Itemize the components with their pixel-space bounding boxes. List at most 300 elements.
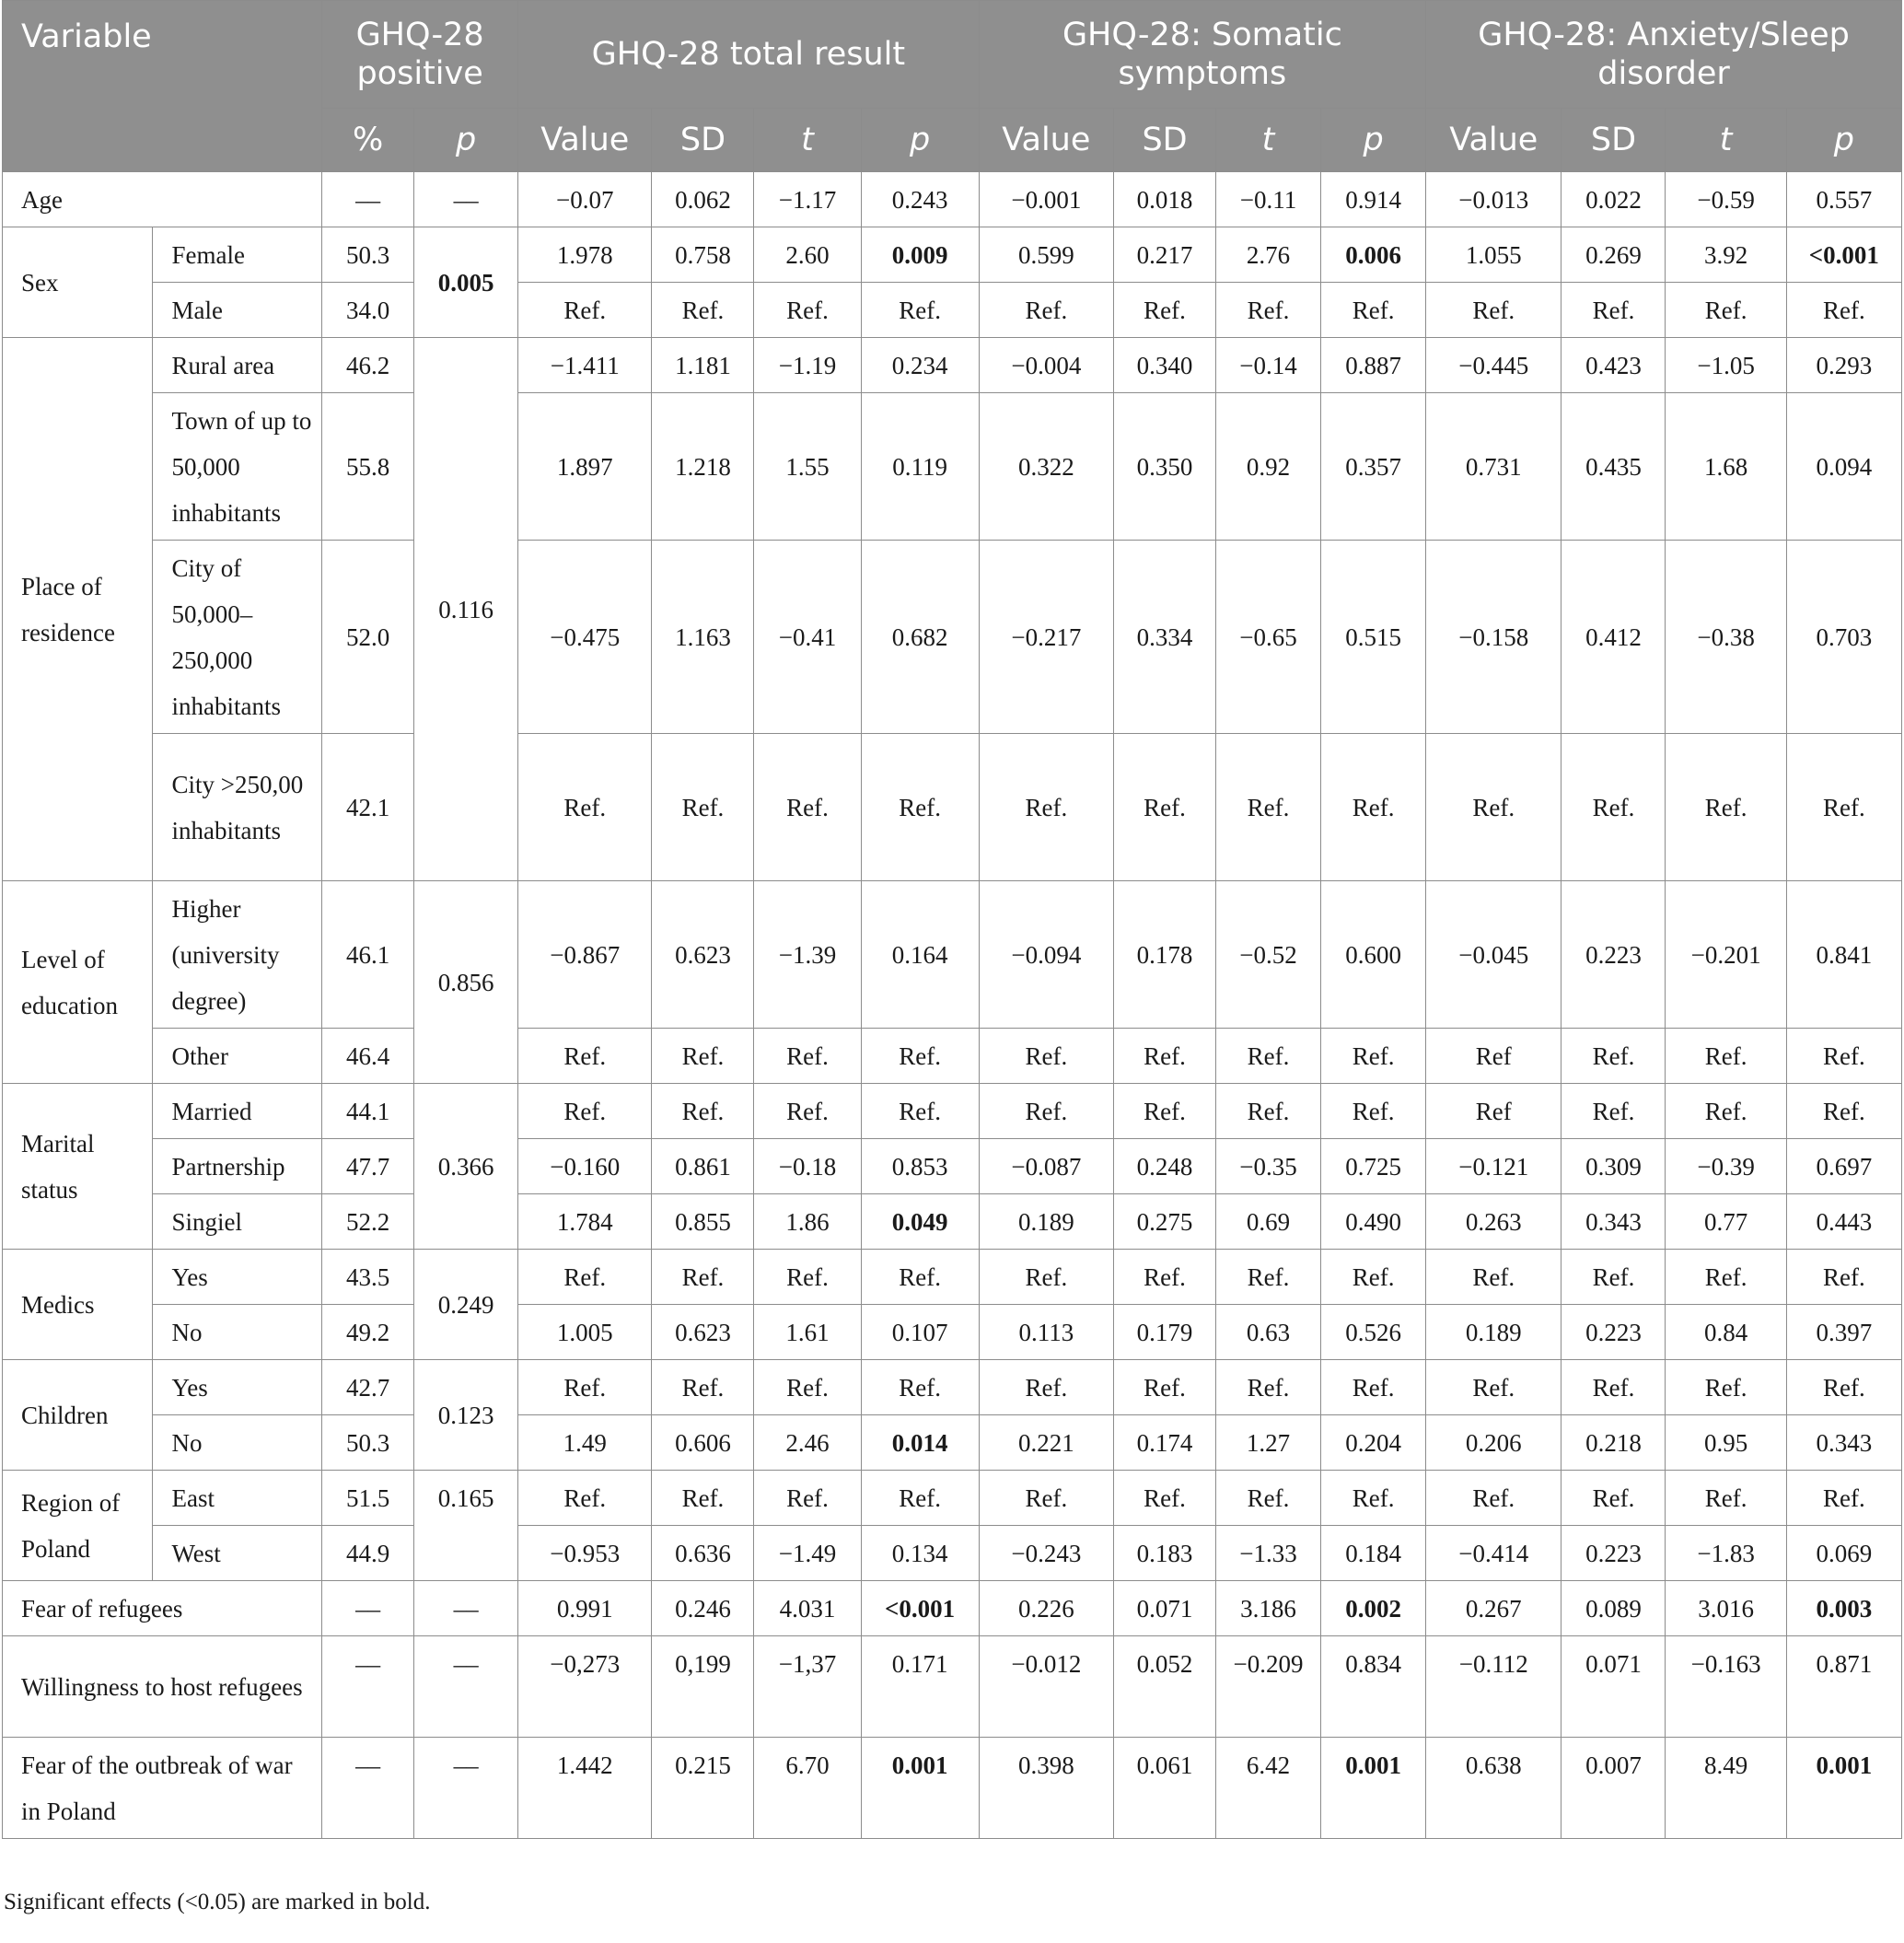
cell-percent: –– bbox=[322, 172, 414, 227]
cell-total-p: 0.171 bbox=[861, 1636, 979, 1738]
cell-total-p: Ref. bbox=[861, 1084, 979, 1139]
table-row bbox=[3, 393, 1902, 541]
table-row bbox=[3, 1084, 1902, 1139]
group-label: Marital status bbox=[3, 1084, 153, 1250]
cell-total-value: Ref. bbox=[518, 283, 652, 338]
cell-anxiety-p: 0.557 bbox=[1786, 172, 1901, 227]
cell-anxiety-sd: 0.223 bbox=[1562, 881, 1666, 1029]
cell-anxiety-t: 1.68 bbox=[1666, 393, 1786, 541]
row-label: Willingness to host refugees bbox=[3, 1636, 322, 1738]
cell-percent: 50.3 bbox=[322, 1415, 414, 1471]
subheader-percent: % bbox=[322, 109, 414, 172]
cell-somatic-p: 0.184 bbox=[1321, 1526, 1426, 1581]
cell-anxiety-sd: 0.309 bbox=[1562, 1139, 1666, 1194]
cell-total-sd: 1.181 bbox=[652, 338, 754, 393]
cell-somatic-p: Ref. bbox=[1321, 734, 1426, 881]
cell-somatic-p: 0.006 bbox=[1321, 227, 1426, 283]
cell-anxiety-t: −0.163 bbox=[1666, 1636, 1786, 1738]
cell-p-positive: 0.165 bbox=[414, 1471, 518, 1581]
cell-percent: 44.1 bbox=[322, 1084, 414, 1139]
table-body bbox=[3, 172, 1902, 1839]
cell-total-p: Ref. bbox=[861, 1250, 979, 1305]
cell-somatic-value: 0.221 bbox=[979, 1415, 1113, 1471]
cell-anxiety-sd: Ref. bbox=[1562, 1084, 1666, 1139]
cell-anxiety-p: 0.001 bbox=[1786, 1738, 1901, 1839]
cell-total-sd: 0,199 bbox=[652, 1636, 754, 1738]
cell-somatic-t: 6.42 bbox=[1216, 1738, 1321, 1839]
cell-somatic-t: −0.35 bbox=[1216, 1139, 1321, 1194]
cell-percent: 52.2 bbox=[322, 1194, 414, 1250]
cell-somatic-sd: 0.052 bbox=[1114, 1636, 1216, 1738]
group-label: Place of residence bbox=[3, 338, 153, 881]
cell-anxiety-t: −0.38 bbox=[1666, 541, 1786, 734]
cell-anxiety-sd: Ref. bbox=[1562, 734, 1666, 881]
cell-somatic-p: 0.887 bbox=[1321, 338, 1426, 393]
cell-somatic-value: Ref. bbox=[979, 734, 1113, 881]
cell-percent: 42.7 bbox=[322, 1360, 414, 1415]
cell-percent: 52.0 bbox=[322, 541, 414, 734]
cell-somatic-value: −0.087 bbox=[979, 1139, 1113, 1194]
cell-anxiety-t: −0.201 bbox=[1666, 881, 1786, 1029]
table-row bbox=[3, 1029, 1902, 1084]
cell-somatic-p: 0.526 bbox=[1321, 1305, 1426, 1360]
cell-total-p: 0.134 bbox=[861, 1526, 979, 1581]
cell-total-sd: Ref. bbox=[652, 734, 754, 881]
cell-total-sd: 0.623 bbox=[652, 1305, 754, 1360]
cell-total-p: Ref. bbox=[861, 734, 979, 881]
cell-total-value: −0.953 bbox=[518, 1526, 652, 1581]
cell-anxiety-sd: Ref. bbox=[1562, 1029, 1666, 1084]
row-label: Partnership bbox=[153, 1139, 322, 1194]
cell-anxiety-t: Ref. bbox=[1666, 1471, 1786, 1526]
cell-total-t: 6.70 bbox=[754, 1738, 861, 1839]
cell-anxiety-t: Ref. bbox=[1666, 1084, 1786, 1139]
cell-p-positive: –– bbox=[414, 1636, 518, 1738]
cell-somatic-t: 0.92 bbox=[1216, 393, 1321, 541]
row-label: Other bbox=[153, 1029, 322, 1084]
cell-anxiety-value: 0.731 bbox=[1426, 393, 1562, 541]
cell-anxiety-sd: 0.223 bbox=[1562, 1526, 1666, 1581]
cell-somatic-p: 0.490 bbox=[1321, 1194, 1426, 1250]
cell-anxiety-value: −0.013 bbox=[1426, 172, 1562, 227]
cell-p-positive: 0.005 bbox=[414, 227, 518, 338]
cell-somatic-value: Ref. bbox=[979, 1250, 1113, 1305]
row-label: Town of up to 50,000 inhabitants bbox=[153, 393, 322, 541]
cell-somatic-sd: 0.334 bbox=[1114, 541, 1216, 734]
table-row bbox=[3, 172, 1902, 227]
cell-p-positive: 0.123 bbox=[414, 1360, 518, 1471]
table-row bbox=[3, 881, 1902, 1029]
cell-anxiety-sd: Ref. bbox=[1562, 1250, 1666, 1305]
cell-somatic-sd: 0.350 bbox=[1114, 393, 1216, 541]
subheader-value: Value bbox=[979, 109, 1113, 172]
cell-anxiety-t: Ref. bbox=[1666, 1250, 1786, 1305]
cell-somatic-sd: 0.061 bbox=[1114, 1738, 1216, 1839]
row-label: No bbox=[153, 1415, 322, 1471]
cell-anxiety-sd: 0.022 bbox=[1562, 172, 1666, 227]
cell-total-t: Ref. bbox=[754, 1471, 861, 1526]
cell-somatic-value: −0.243 bbox=[979, 1526, 1113, 1581]
cell-percent: 46.2 bbox=[322, 338, 414, 393]
cell-somatic-t: Ref. bbox=[1216, 734, 1321, 881]
cell-percent: –– bbox=[322, 1738, 414, 1839]
cell-anxiety-p: 0.841 bbox=[1786, 881, 1901, 1029]
table-row bbox=[3, 1526, 1902, 1581]
cell-somatic-t: Ref. bbox=[1216, 1471, 1321, 1526]
table-header bbox=[3, 1, 1902, 172]
cell-anxiety-value: Ref bbox=[1426, 1029, 1562, 1084]
cell-somatic-t: −0.52 bbox=[1216, 881, 1321, 1029]
cell-total-value: Ref. bbox=[518, 1471, 652, 1526]
table-row bbox=[3, 1471, 1902, 1526]
cell-total-value: 1.005 bbox=[518, 1305, 652, 1360]
cell-anxiety-t: 0.77 bbox=[1666, 1194, 1786, 1250]
cell-somatic-t: 2.76 bbox=[1216, 227, 1321, 283]
cell-somatic-value: 0.599 bbox=[979, 227, 1113, 283]
cell-somatic-value: −0.012 bbox=[979, 1636, 1113, 1738]
row-label: No bbox=[153, 1305, 322, 1360]
results-table-container bbox=[2, 0, 1902, 1839]
cell-somatic-p: 0.002 bbox=[1321, 1581, 1426, 1636]
cell-total-t: Ref. bbox=[754, 1250, 861, 1305]
cell-anxiety-p: <0.001 bbox=[1786, 227, 1901, 283]
table-footnote: Significant effects (<0.05) are marked in bold. bbox=[4, 1890, 431, 1914]
row-label: Married bbox=[153, 1084, 322, 1139]
cell-total-sd: Ref. bbox=[652, 1360, 754, 1415]
cell-anxiety-value: Ref. bbox=[1426, 1471, 1562, 1526]
cell-anxiety-p: Ref. bbox=[1786, 1360, 1901, 1415]
row-label: Male bbox=[153, 283, 322, 338]
cell-total-p: <0.001 bbox=[861, 1581, 979, 1636]
row-label: Higher (university degree) bbox=[153, 881, 322, 1029]
cell-total-t: 2.46 bbox=[754, 1415, 861, 1471]
cell-somatic-t: 0.63 bbox=[1216, 1305, 1321, 1360]
cell-anxiety-p: 0.343 bbox=[1786, 1415, 1901, 1471]
cell-total-value: Ref. bbox=[518, 734, 652, 881]
cell-anxiety-t: 3.016 bbox=[1666, 1581, 1786, 1636]
cell-anxiety-value: −0.414 bbox=[1426, 1526, 1562, 1581]
cell-total-p: 0.682 bbox=[861, 541, 979, 734]
cell-somatic-t: Ref. bbox=[1216, 1360, 1321, 1415]
cell-somatic-value: Ref. bbox=[979, 1084, 1113, 1139]
cell-anxiety-value: 0.267 bbox=[1426, 1581, 1562, 1636]
cell-anxiety-sd: 0.007 bbox=[1562, 1738, 1666, 1839]
cell-anxiety-t: −0.59 bbox=[1666, 172, 1786, 227]
cell-total-value: −0.475 bbox=[518, 541, 652, 734]
cell-somatic-p: 0.357 bbox=[1321, 393, 1426, 541]
table-row bbox=[3, 227, 1902, 283]
cell-total-value: −0.867 bbox=[518, 881, 652, 1029]
cell-percent: 50.3 bbox=[322, 227, 414, 283]
subheader-sd: SD bbox=[1562, 109, 1666, 172]
cell-somatic-sd: 0.071 bbox=[1114, 1581, 1216, 1636]
cell-somatic-sd: Ref. bbox=[1114, 1250, 1216, 1305]
cell-somatic-value: −0.004 bbox=[979, 338, 1113, 393]
cell-somatic-p: 0.725 bbox=[1321, 1139, 1426, 1194]
cell-total-value: Ref. bbox=[518, 1029, 652, 1084]
cell-anxiety-t: Ref. bbox=[1666, 1360, 1786, 1415]
cell-total-sd: Ref. bbox=[652, 283, 754, 338]
cell-total-p: 0.243 bbox=[861, 172, 979, 227]
cell-somatic-p: Ref. bbox=[1321, 1084, 1426, 1139]
cell-somatic-value: −0.001 bbox=[979, 172, 1113, 227]
subheader-sd: SD bbox=[1114, 109, 1216, 172]
cell-somatic-p: 0.515 bbox=[1321, 541, 1426, 734]
row-label: Yes bbox=[153, 1360, 322, 1415]
cell-somatic-t: Ref. bbox=[1216, 283, 1321, 338]
cell-total-sd: Ref. bbox=[652, 1471, 754, 1526]
cell-total-t: Ref. bbox=[754, 734, 861, 881]
cell-somatic-value: −0.094 bbox=[979, 881, 1113, 1029]
cell-anxiety-sd: 0.269 bbox=[1562, 227, 1666, 283]
cell-total-sd: 0.246 bbox=[652, 1581, 754, 1636]
cell-total-t: −1.19 bbox=[754, 338, 861, 393]
table-row bbox=[3, 1415, 1902, 1471]
cell-total-t: Ref. bbox=[754, 1084, 861, 1139]
cell-total-t: 2.60 bbox=[754, 227, 861, 283]
cell-total-p: 0.164 bbox=[861, 881, 979, 1029]
subheader-p: p bbox=[861, 109, 979, 172]
cell-total-value: −0,273 bbox=[518, 1636, 652, 1738]
cell-anxiety-value: 0.638 bbox=[1426, 1738, 1562, 1839]
cell-anxiety-sd: 0.343 bbox=[1562, 1194, 1666, 1250]
cell-p-positive: –– bbox=[414, 1581, 518, 1636]
table-row bbox=[3, 1360, 1902, 1415]
cell-percent: 55.8 bbox=[322, 393, 414, 541]
cell-anxiety-value: −0.445 bbox=[1426, 338, 1562, 393]
cell-total-p: Ref. bbox=[861, 1360, 979, 1415]
cell-somatic-value: −0.217 bbox=[979, 541, 1113, 734]
cell-anxiety-value: Ref bbox=[1426, 1084, 1562, 1139]
cell-p-positive: 0.249 bbox=[414, 1250, 518, 1360]
row-label: Fear of refugees bbox=[3, 1581, 322, 1636]
results-table bbox=[2, 0, 1902, 1839]
cell-percent: 47.7 bbox=[322, 1139, 414, 1194]
cell-somatic-sd: 0.178 bbox=[1114, 881, 1216, 1029]
header-variable: Variable bbox=[3, 1, 322, 172]
subheader-t: t bbox=[754, 109, 861, 172]
cell-total-sd: 0.062 bbox=[652, 172, 754, 227]
table-row bbox=[3, 1250, 1902, 1305]
cell-somatic-sd: 0.183 bbox=[1114, 1526, 1216, 1581]
table-row bbox=[3, 1738, 1902, 1839]
cell-total-p: 0.119 bbox=[861, 393, 979, 541]
header-ghq-total: GHQ-28 total result bbox=[518, 1, 980, 109]
cell-somatic-value: Ref. bbox=[979, 283, 1113, 338]
cell-total-p: 0.049 bbox=[861, 1194, 979, 1250]
cell-percent: 46.1 bbox=[322, 881, 414, 1029]
table-row bbox=[3, 1305, 1902, 1360]
cell-total-sd: 0.758 bbox=[652, 227, 754, 283]
table-row bbox=[3, 1636, 1902, 1738]
group-label: Children bbox=[3, 1360, 153, 1471]
cell-anxiety-sd: 0.223 bbox=[1562, 1305, 1666, 1360]
row-label: Age bbox=[3, 172, 322, 227]
cell-total-value: −1.411 bbox=[518, 338, 652, 393]
cell-p-positive: –– bbox=[414, 1738, 518, 1839]
cell-somatic-sd: Ref. bbox=[1114, 734, 1216, 881]
cell-somatic-value: 0.113 bbox=[979, 1305, 1113, 1360]
cell-percent: 46.4 bbox=[322, 1029, 414, 1084]
cell-total-t: Ref. bbox=[754, 283, 861, 338]
cell-somatic-p: Ref. bbox=[1321, 283, 1426, 338]
cell-somatic-sd: 0.340 bbox=[1114, 338, 1216, 393]
cell-anxiety-value: −0.045 bbox=[1426, 881, 1562, 1029]
cell-somatic-value: Ref. bbox=[979, 1029, 1113, 1084]
cell-total-sd: 0.861 bbox=[652, 1139, 754, 1194]
cell-anxiety-t: Ref. bbox=[1666, 734, 1786, 881]
cell-total-p: Ref. bbox=[861, 1471, 979, 1526]
cell-anxiety-p: Ref. bbox=[1786, 283, 1901, 338]
cell-total-t: −1.49 bbox=[754, 1526, 861, 1581]
cell-total-sd: Ref. bbox=[652, 1250, 754, 1305]
cell-anxiety-value: Ref. bbox=[1426, 1360, 1562, 1415]
cell-total-sd: Ref. bbox=[652, 1084, 754, 1139]
cell-anxiety-value: −0.158 bbox=[1426, 541, 1562, 734]
cell-somatic-value: Ref. bbox=[979, 1360, 1113, 1415]
cell-anxiety-sd: 0.071 bbox=[1562, 1636, 1666, 1738]
cell-total-sd: 0.636 bbox=[652, 1526, 754, 1581]
row-label: Female bbox=[153, 227, 322, 283]
subheader-value: Value bbox=[518, 109, 652, 172]
cell-anxiety-sd: 0.435 bbox=[1562, 393, 1666, 541]
cell-anxiety-t: −1.05 bbox=[1666, 338, 1786, 393]
cell-total-p: Ref. bbox=[861, 283, 979, 338]
cell-somatic-value: 0.322 bbox=[979, 393, 1113, 541]
cell-total-value: 1.784 bbox=[518, 1194, 652, 1250]
cell-total-p: Ref. bbox=[861, 1029, 979, 1084]
cell-total-value: 1.978 bbox=[518, 227, 652, 283]
cell-p-positive: 0.366 bbox=[414, 1084, 518, 1250]
subheader-p: p bbox=[414, 109, 518, 172]
cell-anxiety-sd: 0.218 bbox=[1562, 1415, 1666, 1471]
table-row bbox=[3, 541, 1902, 734]
cell-somatic-sd: 0.174 bbox=[1114, 1415, 1216, 1471]
cell-total-t: 1.61 bbox=[754, 1305, 861, 1360]
cell-anxiety-sd: 0.412 bbox=[1562, 541, 1666, 734]
cell-somatic-p: Ref. bbox=[1321, 1360, 1426, 1415]
cell-total-sd: 0.855 bbox=[652, 1194, 754, 1250]
cell-anxiety-value: −0.112 bbox=[1426, 1636, 1562, 1738]
cell-total-t: −1.39 bbox=[754, 881, 861, 1029]
cell-total-value: −0.160 bbox=[518, 1139, 652, 1194]
cell-somatic-value: Ref. bbox=[979, 1471, 1113, 1526]
row-label: West bbox=[153, 1526, 322, 1581]
cell-anxiety-value: 1.055 bbox=[1426, 227, 1562, 283]
header-ghq-anxiety: GHQ-28: Anxiety/Sleep disorder bbox=[1426, 1, 1902, 109]
cell-anxiety-t: −0.39 bbox=[1666, 1139, 1786, 1194]
cell-total-t: 4.031 bbox=[754, 1581, 861, 1636]
cell-total-sd: 0.623 bbox=[652, 881, 754, 1029]
cell-anxiety-t: Ref. bbox=[1666, 1029, 1786, 1084]
cell-anxiety-p: 0.703 bbox=[1786, 541, 1901, 734]
cell-anxiety-p: 0.293 bbox=[1786, 338, 1901, 393]
cell-anxiety-sd: Ref. bbox=[1562, 1360, 1666, 1415]
cell-anxiety-value: Ref. bbox=[1426, 1250, 1562, 1305]
cell-somatic-t: −1.33 bbox=[1216, 1526, 1321, 1581]
cell-total-sd: 1.163 bbox=[652, 541, 754, 734]
cell-anxiety-p: 0.443 bbox=[1786, 1194, 1901, 1250]
subheader-value: Value bbox=[1426, 109, 1562, 172]
cell-anxiety-t: 3.92 bbox=[1666, 227, 1786, 283]
cell-anxiety-p: Ref. bbox=[1786, 1250, 1901, 1305]
cell-anxiety-sd: 0.089 bbox=[1562, 1581, 1666, 1636]
cell-somatic-value: 0.189 bbox=[979, 1194, 1113, 1250]
subheader-sd: SD bbox=[652, 109, 754, 172]
cell-percent: –– bbox=[322, 1581, 414, 1636]
cell-somatic-t: −0.11 bbox=[1216, 172, 1321, 227]
cell-somatic-sd: Ref. bbox=[1114, 1471, 1216, 1526]
cell-anxiety-t: 0.95 bbox=[1666, 1415, 1786, 1471]
cell-total-value: Ref. bbox=[518, 1250, 652, 1305]
cell-p-positive: 0.116 bbox=[414, 338, 518, 881]
cell-somatic-sd: Ref. bbox=[1114, 1360, 1216, 1415]
cell-anxiety-t: 0.84 bbox=[1666, 1305, 1786, 1360]
cell-total-value: Ref. bbox=[518, 1360, 652, 1415]
cell-somatic-sd: 0.275 bbox=[1114, 1194, 1216, 1250]
cell-anxiety-p: 0.871 bbox=[1786, 1636, 1901, 1738]
cell-anxiety-p: Ref. bbox=[1786, 734, 1901, 881]
row-label: Rural area bbox=[153, 338, 322, 393]
cell-total-sd: 0.215 bbox=[652, 1738, 754, 1839]
cell-p-positive: –– bbox=[414, 172, 518, 227]
cell-anxiety-value: Ref. bbox=[1426, 283, 1562, 338]
cell-percent: –– bbox=[322, 1636, 414, 1738]
cell-somatic-sd: 0.179 bbox=[1114, 1305, 1216, 1360]
cell-anxiety-p: 0.397 bbox=[1786, 1305, 1901, 1360]
cell-total-t: −1.17 bbox=[754, 172, 861, 227]
cell-total-t: −0.41 bbox=[754, 541, 861, 734]
table-row bbox=[3, 734, 1902, 881]
cell-anxiety-value: 0.263 bbox=[1426, 1194, 1562, 1250]
cell-total-t: 1.86 bbox=[754, 1194, 861, 1250]
cell-anxiety-value: 0.206 bbox=[1426, 1415, 1562, 1471]
cell-somatic-t: −0.14 bbox=[1216, 338, 1321, 393]
cell-anxiety-sd: Ref. bbox=[1562, 1471, 1666, 1526]
cell-somatic-t: −0.209 bbox=[1216, 1636, 1321, 1738]
subheader-p: p bbox=[1786, 109, 1901, 172]
cell-total-t: Ref. bbox=[754, 1360, 861, 1415]
cell-somatic-p: 0.204 bbox=[1321, 1415, 1426, 1471]
cell-somatic-t: 3.186 bbox=[1216, 1581, 1321, 1636]
cell-anxiety-p: 0.697 bbox=[1786, 1139, 1901, 1194]
subheader-t: t bbox=[1666, 109, 1786, 172]
cell-total-p: 0.009 bbox=[861, 227, 979, 283]
cell-total-t: −1,37 bbox=[754, 1636, 861, 1738]
cell-total-p: 0.853 bbox=[861, 1139, 979, 1194]
cell-anxiety-value: −0.121 bbox=[1426, 1139, 1562, 1194]
cell-somatic-t: 1.27 bbox=[1216, 1415, 1321, 1471]
row-label: City >250,00 inhabitants bbox=[153, 734, 322, 881]
cell-somatic-p: Ref. bbox=[1321, 1250, 1426, 1305]
cell-total-value: 1.897 bbox=[518, 393, 652, 541]
table-row bbox=[3, 1194, 1902, 1250]
cell-total-value: 0.991 bbox=[518, 1581, 652, 1636]
cell-anxiety-p: 0.003 bbox=[1786, 1581, 1901, 1636]
cell-total-sd: Ref. bbox=[652, 1029, 754, 1084]
cell-anxiety-p: Ref. bbox=[1786, 1029, 1901, 1084]
cell-somatic-p: 0.001 bbox=[1321, 1738, 1426, 1839]
cell-percent: 51.5 bbox=[322, 1471, 414, 1526]
cell-total-t: 1.55 bbox=[754, 393, 861, 541]
cell-total-p: 0.001 bbox=[861, 1738, 979, 1839]
cell-p-positive: 0.856 bbox=[414, 881, 518, 1084]
cell-anxiety-p: 0.069 bbox=[1786, 1526, 1901, 1581]
cell-total-value: 1.442 bbox=[518, 1738, 652, 1839]
cell-somatic-p: 0.600 bbox=[1321, 881, 1426, 1029]
cell-total-value: 1.49 bbox=[518, 1415, 652, 1471]
cell-somatic-value: 0.398 bbox=[979, 1738, 1113, 1839]
